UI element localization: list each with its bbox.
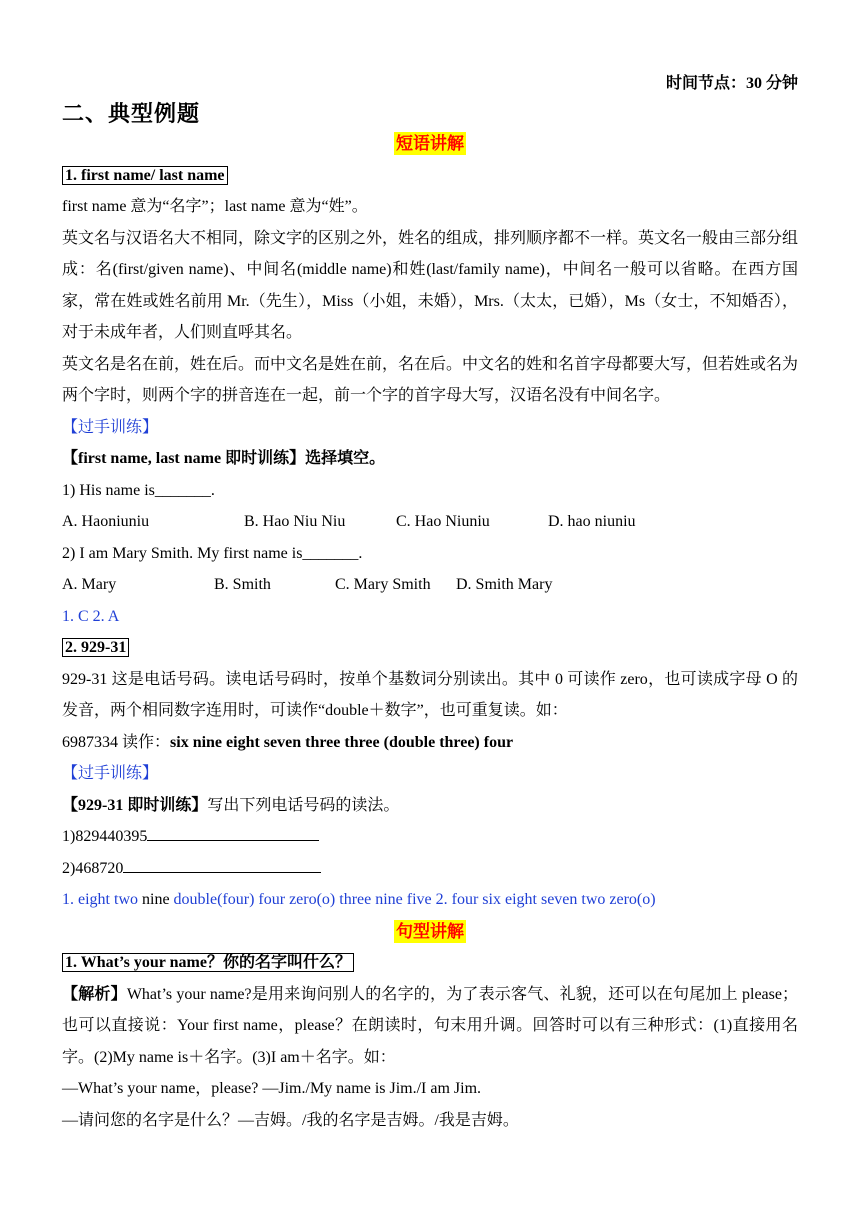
item1-practice-label: 【过手训练】 [62, 418, 159, 436]
option-b: B. Smith [214, 576, 271, 593]
item2-example [62, 727, 798, 759]
item2-q2: 2)468720 [62, 859, 124, 877]
item2-exercise-title-rest: 写出下列电话号码的读法。 [207, 796, 400, 814]
item1-q1: 1) His name is_______. [62, 481, 215, 499]
content [62, 128, 798, 1136]
item1-q2: 2) I am Mary Smith. My first name is_______. [62, 544, 363, 562]
option-d: D. Smith Mary [456, 576, 553, 593]
item2-exercise-title [62, 790, 798, 822]
answer-blank [123, 856, 321, 873]
item2-q1-row [62, 821, 798, 853]
item2-exercise-title-bold: 【929-31 即时训练】 [62, 796, 208, 814]
item2-practice-label: 【过手训练】 [62, 765, 159, 782]
section-title: 二、典型例题 [62, 101, 201, 126]
item2-answer-b: nine [138, 891, 174, 908]
item3-analysis [62, 979, 798, 1074]
item1-heading: 1. first name/ last name [62, 166, 228, 185]
item2-answer [62, 884, 798, 916]
item1-para1: 英文名与汉语名大不相同，除文字的区别之外，姓名的组成，排列顺序都不一样。英文名一般由三部分组成：名(first/given name)、中间名(middle name)和姓(last/family name)，中间名一般可以省略。在西方国家，常在姓或姓名前用 Mr.（先生），Miss（小姐，未婚），Mrs.（太太，已婚），Ms（女士，不知婚否），对于未成年者，人们则直呼其名。 [62, 229, 799, 341]
item1-exercise-title: 【first name, last name 即时训练】选择填空。 [62, 450, 386, 467]
answer-blank [147, 824, 319, 841]
item2-heading-row [62, 632, 798, 664]
item1-q2-options [62, 569, 798, 601]
option-b: B. Hao Niu Niu [244, 513, 346, 530]
option-c: C. Hao Niuniu [396, 513, 490, 530]
item3-example-en: —What’s your name，please? —Jim./My name is Jim./I am Jim. [62, 1080, 482, 1097]
item2-para1: 929-31 这是电话号码。读电话号码时，按单个基数词分别读出。其中 0 可读作 zero，也可读成字母 O 的发音，两个相同数字连用时，可读作“double＋数字”，也可重复读。如： [62, 670, 798, 719]
item3-example-zh: —请问您的名字是什么？—吉姆。/我的名字是吉姆。/我是吉姆。 [62, 1111, 519, 1129]
item1-q1-options [62, 506, 798, 538]
option-c: C. Mary Smith [335, 576, 431, 593]
item3-analysis-label: 【解析】 [62, 985, 127, 1003]
option-a: A. Haoniuniu [62, 513, 150, 530]
sentence-banner-row [62, 916, 798, 948]
item2-q1: 1)829440395 [62, 828, 148, 845]
item3-heading-row [62, 947, 798, 979]
item3-analysis-text: What’s your name?是用来询问别人的名字的，为了表示客气、礼貌，还可以在句尾加上 please；也可以直接说：Your first name，please？在朗读时，句末用升调。回答时可以有三种形式：(1)直接用名字。(2)My name is＋名字。(3)I am＋名字。如： [62, 985, 798, 1066]
option-a: A. Mary [62, 576, 117, 593]
item1-meaning: first name 意为“名字”；last name 意为“姓”。 [62, 198, 368, 215]
item2-answer-a: 1. eight two [62, 891, 138, 908]
item2-q2-row [62, 853, 798, 885]
phrase-banner-row [62, 128, 798, 160]
item2-heading: 2. 929-31 [62, 638, 129, 657]
phrase-banner: 短语讲解 [396, 134, 464, 153]
item2-answer-c: double(four) four zero(o) three nine five 2. four six eight seven two zero(o) [173, 891, 656, 908]
sentence-banner: 句型讲解 [396, 921, 464, 941]
item2-example-prefix: 6987334 读作： [62, 733, 171, 751]
time-node: 时间节点：30 分钟 [665, 75, 798, 92]
item1-heading-row [62, 160, 798, 192]
item2-example-reading: six nine eight seven three three (double three) four [170, 733, 514, 751]
item3-heading: 1. What’s your name？你的名字叫什么？ [62, 953, 354, 972]
option-d: D. hao niuniu [548, 513, 636, 530]
item1-para2: 英文名是名在前，姓在后。而中文名是姓在前，名在后。中文名的姓和名首字母都要大写，但若姓或名为两个字时，则两个字的拼音连在一起，前一个字的首字母大写，汉语名没有中间名字。 [62, 355, 799, 404]
item1-answer: 1. C 2. A [62, 607, 120, 625]
